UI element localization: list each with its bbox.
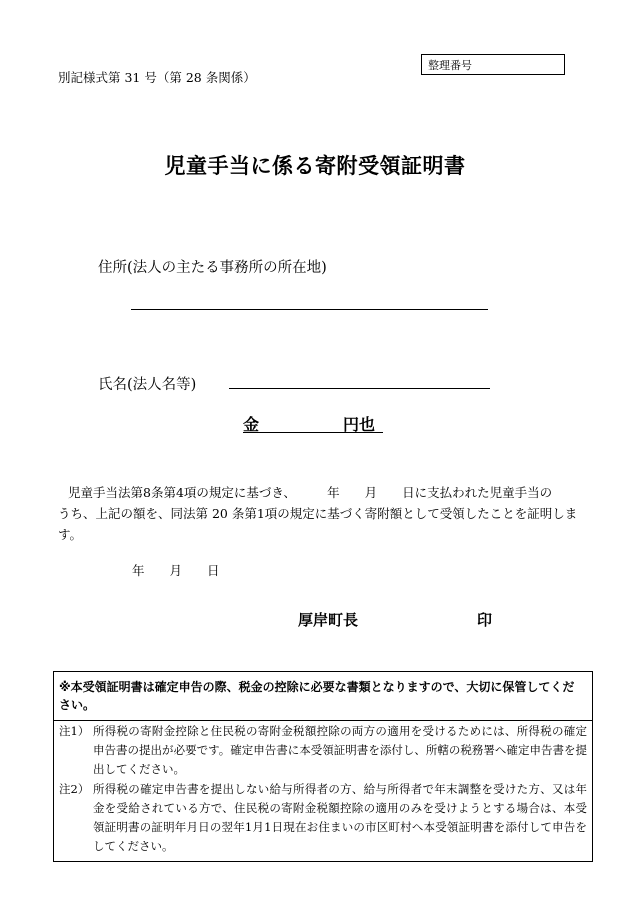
note-2-text: 所得税の確定申告書を提出しない給与所得者の方、給与所得者で年末調整を受けた方、又は年金を受給されている方で、住民税の寄附金税額控除の適用のみを受けようとする場合は、本受領証明書の証明年月日の翌年1月1日現在お住まいの市区町村へ本受領証明書を添付して申告をしてください。	[93, 782, 587, 853]
certification-date: 年 月 日	[132, 563, 220, 578]
name-blank-line	[229, 388, 490, 389]
certification-text-line-2: うち、上記の額を、同法第 20 条第1項の規定に基づく寄附額として受領したことを証明しま	[58, 506, 578, 521]
notice-box	[53, 671, 593, 862]
notice-heading: ※本受領証明書は確定申告の際、税金の控除に必要な書類となりますので、大切に保管してください。	[59, 680, 575, 712]
note-1-text: 所得税の寄附金控除と住民税の寄附金税額控除の両方の適用を受けるためには、所得税の確定申告書の提出が必要です。確定申告書に本受領証明書を添付し、所轄の税務署へ確定申告書を提出してください。	[93, 724, 587, 776]
reference-number-box	[421, 54, 565, 75]
certification-text-line-1: 児童手当法第8条第4項の規定に基づき、 年 月 日に支払われた児童手当の	[68, 485, 553, 500]
certification-text	[58, 482, 578, 545]
address-blank-line	[131, 309, 488, 310]
document-title: 児童手当に係る寄附受領証明書	[164, 154, 466, 178]
note-2-mark: 注2）	[59, 782, 90, 796]
amount-underline	[243, 432, 383, 433]
amount-prefix: 金	[243, 415, 260, 434]
notice-divider	[54, 720, 592, 721]
issuer-title: 厚岸町長	[298, 611, 359, 629]
certification-text-line-3: す。	[58, 527, 83, 542]
reference-number-label: 整理番号	[428, 59, 472, 72]
note-item-2	[59, 780, 587, 856]
note-item-1	[59, 722, 587, 779]
seal-mark: 印	[477, 611, 493, 629]
note-1-mark: 注1）	[59, 724, 90, 738]
amount-suffix: 円也	[343, 415, 376, 434]
address-label: 住所(法人の主たる事務所の所在地)	[98, 260, 327, 276]
form-number: 別記様式第 31 号（第 28 条関係）	[58, 70, 256, 85]
name-label: 氏名(法人名等)	[98, 377, 197, 393]
